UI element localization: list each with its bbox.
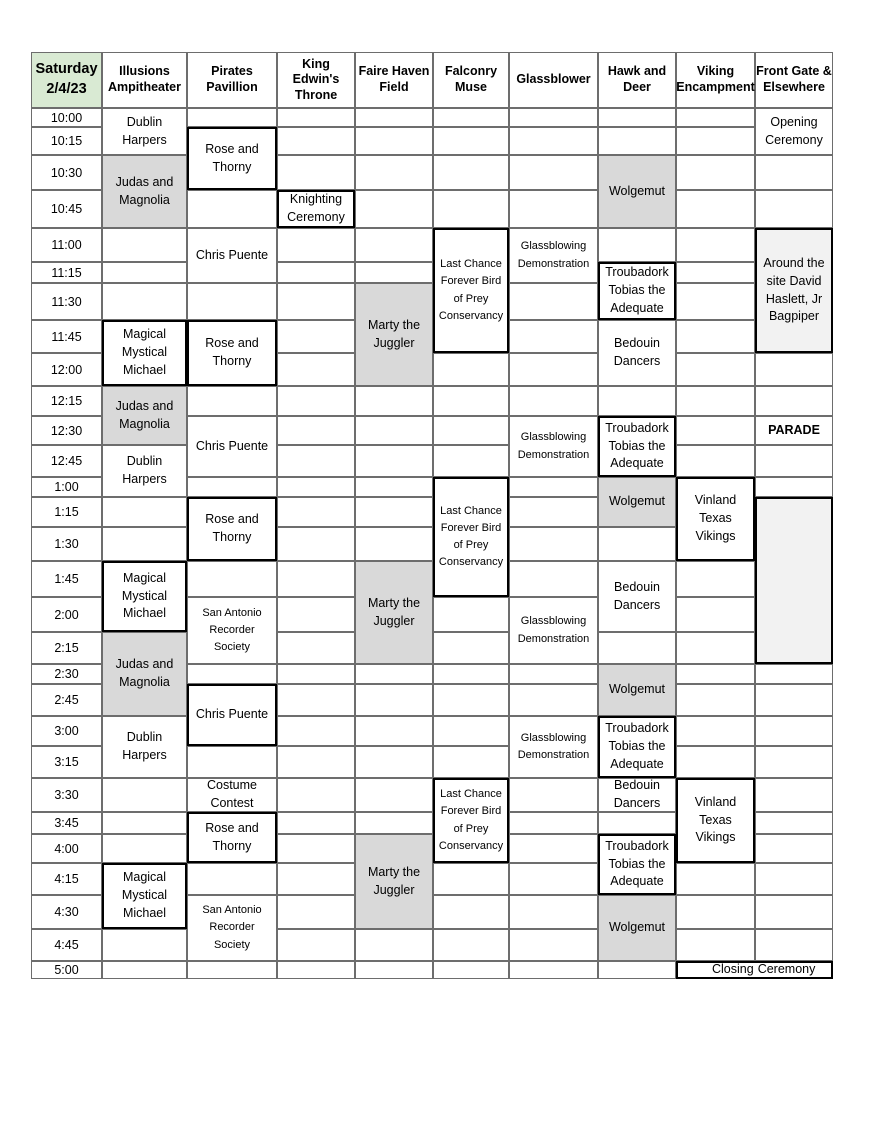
schedule-event: Troubadork Tobias the Adequate	[598, 262, 676, 320]
schedule-cell	[676, 597, 755, 632]
schedule-cell	[433, 108, 509, 127]
schedule-event: Glassblowing Demonstration	[509, 228, 598, 283]
schedule-cell	[433, 895, 509, 929]
schedule-cell	[509, 283, 598, 320]
schedule-cell	[755, 664, 833, 684]
ceremony-word: Ceremony	[757, 962, 816, 977]
schedule-cell	[755, 746, 833, 778]
schedule-cell	[187, 190, 277, 228]
schedule-cell	[755, 834, 833, 863]
schedule-cell	[676, 262, 755, 283]
schedule-cell	[355, 929, 433, 961]
schedule-cell	[755, 386, 833, 416]
schedule-cell	[755, 812, 833, 834]
schedule-cell	[509, 320, 598, 353]
schedule-cell	[277, 416, 355, 445]
schedule-cell	[433, 632, 509, 664]
schedule-cell	[277, 961, 355, 979]
schedule-cell	[355, 155, 433, 190]
schedule-cell	[509, 929, 598, 961]
schedule-cell	[277, 353, 355, 386]
schedule-cell	[355, 477, 433, 497]
schedule-cell	[277, 895, 355, 929]
schedule-cell	[355, 386, 433, 416]
schedule-cell	[433, 416, 509, 445]
schedule-cell	[433, 863, 509, 895]
schedule-cell	[277, 108, 355, 127]
schedule-cell	[676, 386, 755, 416]
schedule-cell	[355, 527, 433, 561]
schedule-event: Dublin Harpers	[102, 445, 187, 497]
schedule-event: Judas and Magnolia	[102, 632, 187, 716]
schedule-cell	[277, 716, 355, 746]
schedule-event: Troubadork Tobias the Adequate	[598, 416, 676, 477]
venue-header: Hawk and Deer	[598, 52, 676, 108]
schedule-cell	[355, 228, 433, 262]
time-slot-label: 3:00	[31, 716, 102, 746]
time-slot-label: 3:45	[31, 812, 102, 834]
time-slot-label: 11:00	[31, 228, 102, 262]
schedule-event: Vinland Texas Vikings	[676, 778, 755, 863]
schedule-cell	[755, 684, 833, 716]
schedule-cell	[509, 778, 598, 812]
schedule-cell	[433, 961, 509, 979]
schedule-cell	[509, 812, 598, 834]
schedule-event: Marty the Juggler	[355, 283, 433, 386]
schedule-cell	[277, 746, 355, 778]
schedule-cell	[509, 561, 598, 597]
schedule-cell	[277, 127, 355, 155]
schedule-event: Last Chance Forever Bird of Prey Conservancy	[433, 778, 509, 863]
schedule-event: Chris Puente	[187, 416, 277, 477]
schedule-cell	[355, 108, 433, 127]
schedule-cell	[755, 445, 833, 477]
schedule-cell	[676, 895, 755, 929]
time-slot-label: 10:30	[31, 155, 102, 190]
schedule-cell	[277, 664, 355, 684]
time-slot-label: 10:15	[31, 127, 102, 155]
schedule-cell	[598, 812, 676, 834]
schedule-event: Marty the Juggler	[355, 561, 433, 664]
schedule-cell	[277, 262, 355, 283]
schedule-cell	[598, 527, 676, 561]
schedule-cell	[509, 863, 598, 895]
schedule-event: Last Chance Forever Bird of Prey Conservancy	[433, 228, 509, 353]
venue-header: Viking Encampment	[676, 52, 755, 108]
schedule-event: Rose and Thorny	[187, 812, 277, 863]
schedule-event: Magical Mystical Michael	[102, 320, 187, 386]
schedule-cell	[355, 684, 433, 716]
schedule-cell	[509, 190, 598, 228]
schedule-event: Rose and Thorny	[187, 127, 277, 190]
schedule-cell	[102, 262, 187, 283]
schedule-cell	[433, 155, 509, 190]
schedule-cell	[277, 834, 355, 863]
schedule-cell	[277, 597, 355, 632]
schedule-event: Marty the Juggler	[355, 834, 433, 929]
time-slot-label: 12:00	[31, 353, 102, 386]
schedule-cell	[676, 632, 755, 664]
schedule-cell	[676, 108, 755, 127]
venue-header: Glassblower	[509, 52, 598, 108]
schedule-cell	[676, 716, 755, 746]
schedule-cell	[755, 155, 833, 190]
schedule-event: Bedouin Dancers	[598, 320, 676, 386]
schedule-event: Knighting Ceremony	[277, 190, 355, 228]
schedule-cell	[277, 561, 355, 597]
time-slot-label: 11:45	[31, 320, 102, 353]
schedule-cell	[676, 320, 755, 353]
venue-header: Front Gate & Elsewhere	[755, 52, 833, 108]
schedule-cell	[355, 746, 433, 778]
schedule-cell	[755, 863, 833, 895]
venue-header: King Edwin's Throne	[277, 52, 355, 108]
schedule-event	[755, 497, 833, 664]
schedule-cell	[509, 386, 598, 416]
schedule-cell	[355, 778, 433, 812]
schedule-cell	[187, 108, 277, 127]
time-slot-label: 2:30	[31, 664, 102, 684]
schedule-cell	[355, 664, 433, 684]
schedule-cell	[355, 716, 433, 746]
schedule-cell	[355, 445, 433, 477]
schedule-event: Rose and Thorny	[187, 497, 277, 561]
schedule-cell	[509, 108, 598, 127]
schedule-cell	[598, 961, 676, 979]
schedule-event: Bedouin Dancers	[598, 561, 676, 632]
date-label: 2/4/23	[46, 81, 87, 97]
schedule-cell	[102, 228, 187, 262]
schedule-cell	[355, 262, 433, 283]
schedule-cell	[676, 190, 755, 228]
time-slot-label: 4:15	[31, 863, 102, 895]
schedule-cell	[509, 664, 598, 684]
schedule-cell	[598, 386, 676, 416]
schedule-cell	[187, 961, 277, 979]
schedule-cell	[433, 386, 509, 416]
schedule-cell	[277, 386, 355, 416]
time-slot-label: 3:15	[31, 746, 102, 778]
schedule-cell	[676, 228, 755, 262]
schedule-cell	[102, 778, 187, 812]
schedule-event: Opening Ceremony	[755, 108, 833, 155]
schedule-event: San Antonio Recorder Society	[187, 597, 277, 664]
schedule-cell	[277, 155, 355, 190]
schedule-cell	[676, 929, 755, 961]
schedule-cell	[102, 283, 187, 320]
schedule-cell	[433, 664, 509, 684]
schedule-cell	[433, 190, 509, 228]
schedule-cell	[355, 961, 433, 979]
schedule-event: Dublin Harpers	[102, 716, 187, 778]
schedule-cell	[509, 155, 598, 190]
schedule-cell	[355, 812, 433, 834]
schedule-cell	[277, 863, 355, 895]
day-label: Saturday	[35, 61, 98, 78]
time-slot-label: 4:45	[31, 929, 102, 961]
schedule-cell	[433, 684, 509, 716]
schedule-cell	[277, 527, 355, 561]
schedule-cell	[277, 497, 355, 527]
schedule-event: Chris Puente	[187, 228, 277, 283]
time-slot-label: 12:30	[31, 416, 102, 445]
schedule-cell	[676, 127, 755, 155]
schedule-event: Last Chance Forever Bird of Prey Conservancy	[433, 477, 509, 597]
schedule-cell	[187, 863, 277, 895]
schedule-cell	[187, 746, 277, 778]
schedule-cell	[755, 929, 833, 961]
closing-word: Closing	[712, 962, 754, 977]
time-slot-label: 1:45	[31, 561, 102, 597]
schedule-event: Vinland Texas Vikings	[676, 477, 755, 561]
schedule-event: Wolgemut	[598, 664, 676, 716]
schedule-cell	[277, 477, 355, 497]
time-slot-label: 11:30	[31, 283, 102, 320]
schedule-cell	[277, 632, 355, 664]
schedule-cell	[355, 127, 433, 155]
schedule-cell	[102, 497, 187, 527]
schedule-cell	[102, 812, 187, 834]
schedule-cell	[277, 812, 355, 834]
schedule-cell	[355, 190, 433, 228]
schedule-cell	[676, 445, 755, 477]
schedule-cell	[509, 527, 598, 561]
schedule-event: Magical Mystical Michael	[102, 561, 187, 632]
schedule-event: Around the site David Haslett, Jr Bagpiper	[755, 228, 833, 353]
schedule-cell	[277, 320, 355, 353]
schedule-event: Wolgemut	[598, 155, 676, 228]
schedule-event: Wolgemut	[598, 895, 676, 961]
schedule-cell	[676, 283, 755, 320]
schedule-cell	[102, 929, 187, 961]
schedule-cell	[676, 684, 755, 716]
schedule-cell	[755, 716, 833, 746]
schedule-cell	[509, 353, 598, 386]
time-slot-label: 10:45	[31, 190, 102, 228]
schedule-cell	[187, 561, 277, 597]
schedule-cell	[277, 778, 355, 812]
schedule-event: Dublin Harpers	[102, 108, 187, 155]
schedule-event: Bedouin Dancers	[598, 778, 676, 812]
schedule-event: Glassblowing Demonstration	[509, 416, 598, 477]
time-slot-label: 1:00	[31, 477, 102, 497]
schedule-cell	[755, 190, 833, 228]
schedule-event: Rose and Thorny	[187, 320, 277, 386]
time-slot-label: 11:15	[31, 262, 102, 283]
schedule-cell	[676, 416, 755, 445]
schedule-cell	[187, 664, 277, 684]
time-slot-label: 1:30	[31, 527, 102, 561]
schedule-cell	[277, 228, 355, 262]
schedule-cell	[509, 497, 598, 527]
schedule-cell	[433, 353, 509, 386]
schedule-event: San Antonio Recorder Society	[187, 895, 277, 961]
schedule-cell	[433, 716, 509, 746]
time-slot-label: 1:15	[31, 497, 102, 527]
schedule-cell	[755, 477, 833, 497]
schedule-cell	[509, 127, 598, 155]
schedule-cell	[277, 929, 355, 961]
schedule-event: Glassblowing Demonstration	[509, 597, 598, 664]
schedule-cell	[355, 497, 433, 527]
venue-header: Illusions Ampitheater	[102, 52, 187, 108]
schedule-cell	[755, 353, 833, 386]
schedule-cell	[277, 684, 355, 716]
time-slot-label: 4:30	[31, 895, 102, 929]
time-slot-label: 2:00	[31, 597, 102, 632]
schedule-event: Troubadork Tobias the Adequate	[598, 716, 676, 778]
schedule-cell	[509, 834, 598, 863]
schedule-cell	[187, 283, 277, 320]
schedule-event: PARADE	[755, 416, 833, 445]
schedule-event: Judas and Magnolia	[102, 155, 187, 228]
schedule-cell	[676, 353, 755, 386]
schedule-cell	[676, 664, 755, 684]
schedule-cell	[102, 527, 187, 561]
schedule-cell	[676, 561, 755, 597]
schedule-event: Judas and Magnolia	[102, 386, 187, 445]
time-slot-label: 5:00	[31, 961, 102, 979]
schedule-cell	[676, 155, 755, 190]
schedule-cell	[755, 778, 833, 812]
schedule-cell	[509, 895, 598, 929]
schedule-cell	[433, 127, 509, 155]
time-slot-label: 10:00	[31, 108, 102, 127]
day-date-header	[31, 52, 102, 108]
time-slot-label: 2:45	[31, 684, 102, 716]
time-slot-label: 3:30	[31, 778, 102, 812]
schedule-cell	[277, 283, 355, 320]
schedule-event: Wolgemut	[598, 477, 676, 527]
schedule-cell	[509, 961, 598, 979]
closing-ceremony	[676, 961, 833, 979]
schedule-cell	[102, 834, 187, 863]
schedule-cell	[509, 477, 598, 497]
schedule-event: Magical Mystical Michael	[102, 863, 187, 929]
schedule-cell	[355, 416, 433, 445]
schedule-cell	[676, 863, 755, 895]
time-slot-label: 12:15	[31, 386, 102, 416]
schedule-event: Chris Puente	[187, 684, 277, 746]
schedule-cell	[509, 684, 598, 716]
time-slot-label: 12:45	[31, 445, 102, 477]
schedule-cell	[433, 597, 509, 632]
schedule-cell	[676, 746, 755, 778]
schedule-cell	[102, 961, 187, 979]
schedule-cell	[598, 228, 676, 262]
schedule-cell	[187, 477, 277, 497]
schedule-cell	[433, 445, 509, 477]
time-slot-label: 2:15	[31, 632, 102, 664]
schedule-cell	[755, 895, 833, 929]
schedule-cell	[598, 108, 676, 127]
schedule-event: Glassblowing Demonstration	[509, 716, 598, 778]
schedule-event: Troubadork Tobias the Adequate	[598, 834, 676, 895]
schedule-cell	[433, 929, 509, 961]
time-slot-label: 4:00	[31, 834, 102, 863]
schedule-cell	[277, 445, 355, 477]
venue-header: Faire Haven Field	[355, 52, 433, 108]
schedule-cell	[598, 632, 676, 664]
schedule-cell	[433, 746, 509, 778]
schedule-cell	[598, 127, 676, 155]
schedule-cell	[187, 386, 277, 416]
schedule-event: Costume Contest	[187, 778, 277, 812]
venue-header: Pirates Pavillion	[187, 52, 277, 108]
venue-header: Falconry Muse	[433, 52, 509, 108]
